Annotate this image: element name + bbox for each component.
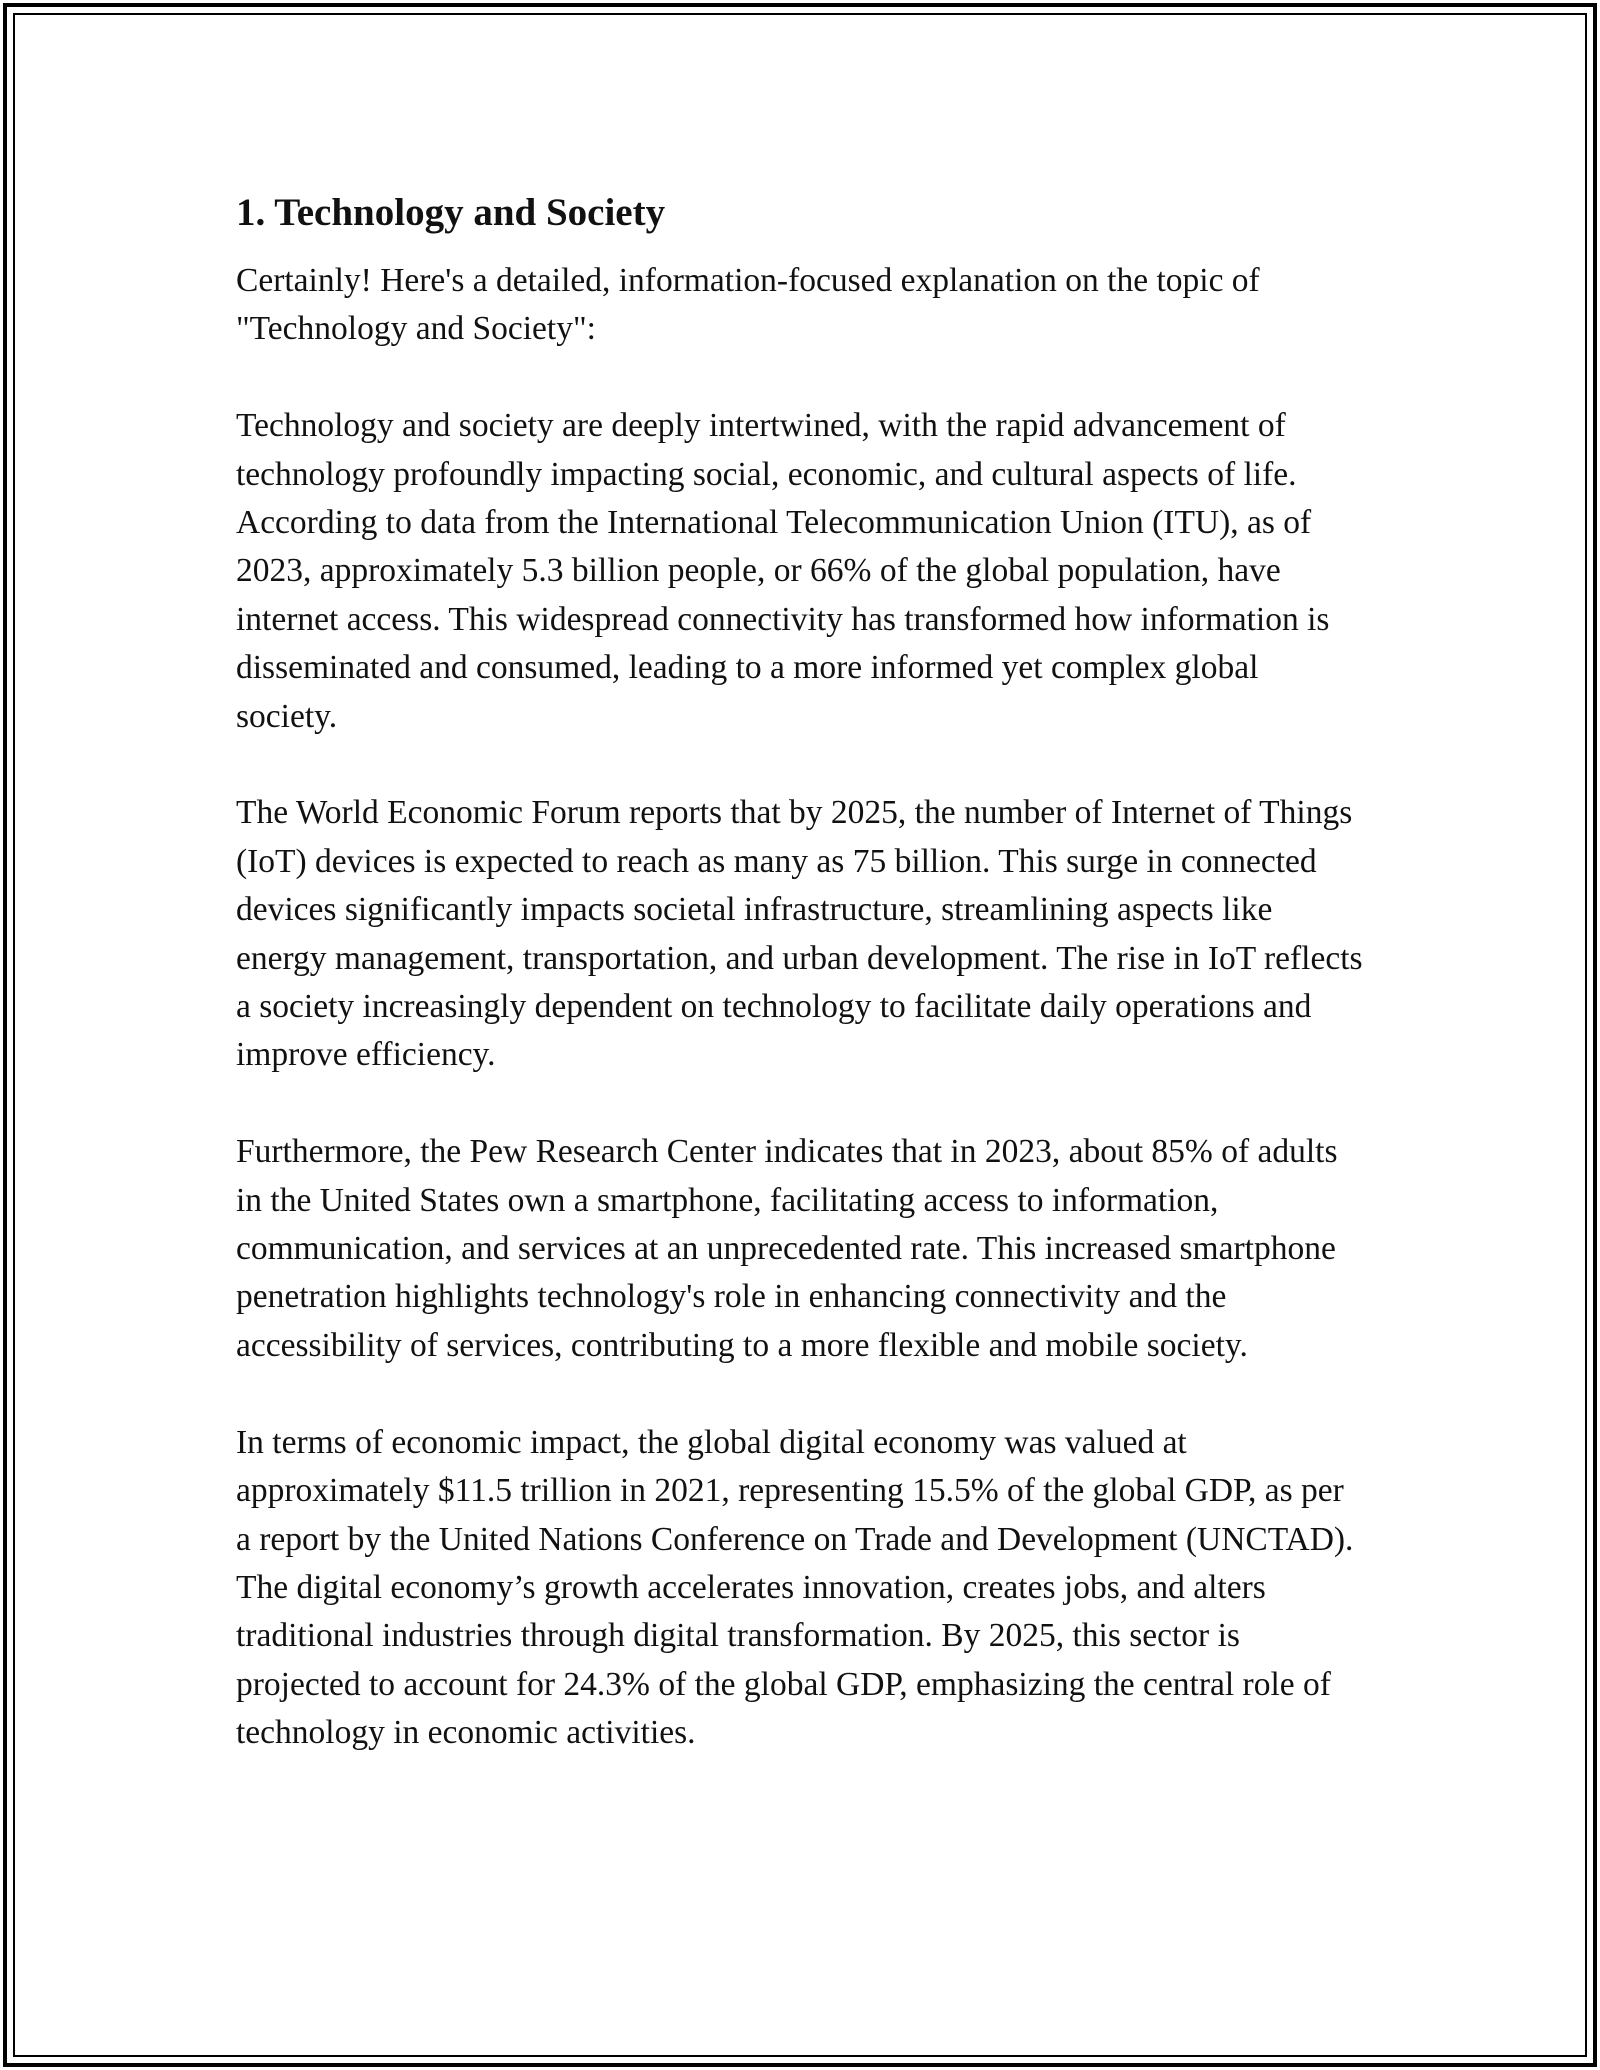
paragraph-digital-economy: In terms of economic impact, the global digital economy was valued at approximately $11.5 trillion in 2021, representing 15.5% of the global GDP, as per a report by the United Nations Conference on Trade and Development (UNCTAD). The digital economy’s growth accelerates innovation, creates jobs, and alters traditional industries through digital transformation. By 2025, this sector is projected to account for 24.3% of the global GDP, emphasizing the central role of technology in economic activities. <box>236 1423 1354 1752</box>
paragraph-internet-access: Technology and society are deeply intertwined, with the rapid advancement of technology profoundly impacting social, economic, and cultural aspects of life. According to data from the International Telecommunication Union (ITU), as of 2023, approximately 5.3 billion people, or 66% of the global population, have internet access. This widespread connectivity has transformed how information is disseminated and consumed, leading to a more informed yet complex global society. <box>236 407 1330 735</box>
document-body <box>236 185 1364 1758</box>
section-heading: 1. Technology and Society <box>236 191 666 234</box>
intro-paragraph: Certainly! Here's a detailed, information-focused explanation on the topic of "Technology and Society": <box>236 262 1260 348</box>
paragraph-smartphone-ownership: Furthermore, the Pew Research Center indicates that in 2023, about 85% of adults in the United States own a smartphone, facilitating access to information, communication, and services at an unprecedented rate. This increased smartphone penetration highlights technology's role in enhancing connectivity and the accessibility of services, contributing to a more flexible and mobile society. <box>236 1133 1338 1364</box>
paragraph-iot-devices: The World Economic Forum reports that by 2025, the number of Internet of Things (IoT) devices is expected to reach as many as 75 billion. This surge in connected devices significantly impacts societal infrastructure, streamlining aspects like energy management, transportation, and urban development. The rise in IoT reflects a society increasingly dependent on technology to facilitate daily operations and improve efficiency. <box>236 794 1363 1074</box>
